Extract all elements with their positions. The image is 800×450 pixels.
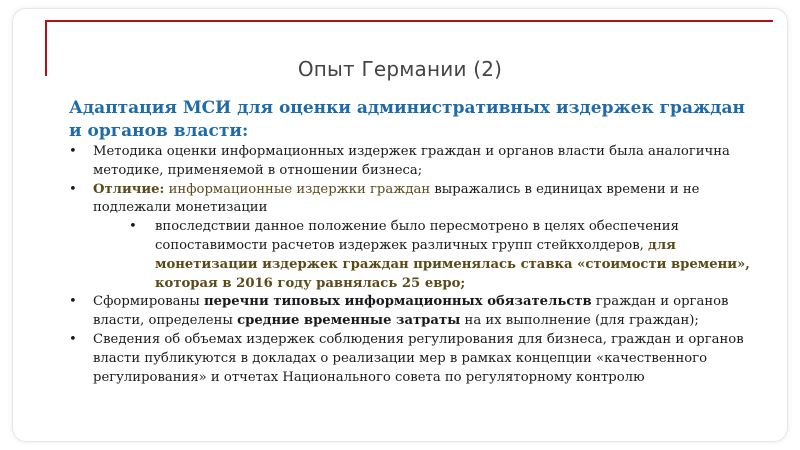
accent-line-horizontal xyxy=(45,20,773,22)
slide-subtitle: Адаптация МСИ для оценки административных издержек граждан и органов власти: xyxy=(69,98,745,141)
list-item xyxy=(69,143,759,181)
item-text: Сведения об объемах издержек соблюдения регулирования для бизнеса, граждан и органов власти публикуются в докладах о реализации мер в рамках концепции «качественного регулирования» и отчетах Национального совета по регуляторному контролю xyxy=(93,331,744,385)
difference-label: Отличие: xyxy=(93,181,165,197)
bullet-icon: • xyxy=(69,181,77,197)
bullet-icon: • xyxy=(69,144,77,159)
item-text-bold: средние временные затраты xyxy=(237,313,461,329)
item-text: граждан и органов власти, определены xyxy=(93,294,729,329)
bullet-icon: • xyxy=(69,331,77,347)
bullet-list xyxy=(69,143,759,387)
item-text-bold: перечни типовых информационных обязательств xyxy=(204,294,592,310)
item-text: Сформированы xyxy=(93,294,204,310)
list-subitem xyxy=(129,218,759,293)
item-text: Методика оценки информационных издержек граждан и органов власти была аналогична методике, применяемой в отношении бизнеса; xyxy=(93,144,730,178)
item-text: выражались в единицах времени и не подлежали монетизации xyxy=(93,181,700,216)
item-text: на их выполнение (для граждан); xyxy=(460,313,699,329)
bullet-icon: • xyxy=(69,294,77,310)
item-text: впоследствии данное положение было пересмотрено в целях обеспечения сопоставимости расчетов издержек различных групп стейкхолдеров, xyxy=(155,219,679,253)
list-item xyxy=(69,293,759,331)
item-text-highlight: для монетизации издержек граждан применялась ставка «стоимости времени», которая в 2016 году равнялась 25 евро; xyxy=(155,237,750,291)
list-item xyxy=(69,181,759,219)
slide-title: Опыт Германии (2) xyxy=(297,57,503,81)
item-text-highlight: информационные издержки граждан xyxy=(164,181,431,197)
list-item xyxy=(69,331,759,387)
bullet-icon: • xyxy=(129,219,137,235)
